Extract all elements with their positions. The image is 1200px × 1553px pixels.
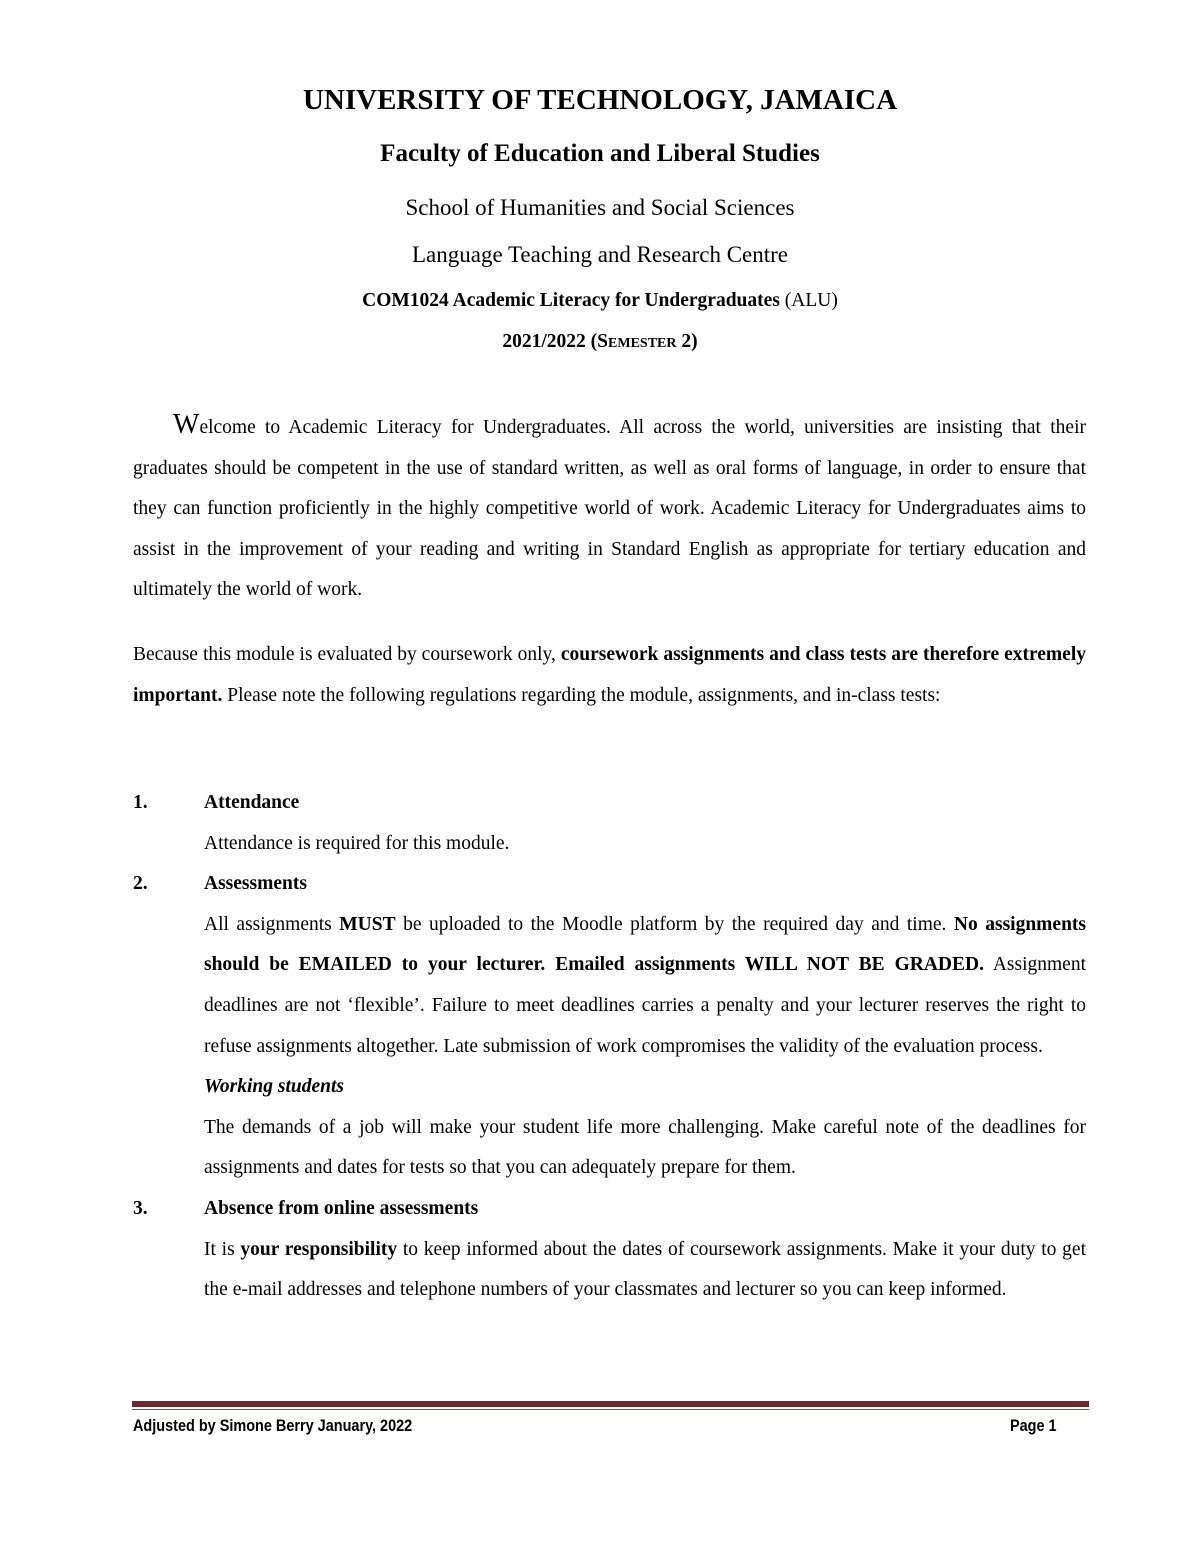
centre-title: Language Teaching and Research Centre: [411, 242, 789, 267]
intro-text: elcome to Academic Literacy for Undergraduates. All across the world, universities are insisting that their graduates should be competent in the use of standard written, as well as oral forms of language, in order to ensure that they can function proficiently in the highly competitive world of work. Academic Literacy for Undergraduates aims to assist in the improvement of your reading and writing in Standard English as appropriate for tertiary education and ultimately the world of work.: [133, 417, 1086, 601]
intro-paragraph: [133, 405, 1086, 611]
list-item-attendance: [133, 783, 1086, 864]
regulations-list: [133, 783, 1086, 1311]
year-close: ): [691, 331, 698, 352]
academic-year: [0, 331, 1200, 353]
item-number: 2.: [133, 873, 148, 895]
item-number: 3.: [133, 1197, 148, 1219]
text: to keep informed about the dates of coursework assignments. Make it your duty to get the e-mail addresses and telephone numbers of your classmates and lecturer so you can keep informed.: [204, 1238, 1086, 1301]
item-number: 1.: [133, 792, 148, 813]
bold-text: No assignments should be EMAILED to your lecturer. Emailed assignments WILL NOT BE GRADED.: [204, 913, 1087, 976]
footer-rule: [132, 1401, 1089, 1407]
bold-text: MUST: [339, 913, 396, 935]
year: 2021/2022 (: [502, 331, 598, 352]
item-text: [204, 1230, 1086, 1311]
item-heading: Assessments: [204, 873, 307, 895]
course-code: COM1024 Academic Literacy for Undergraduates: [362, 290, 780, 311]
semester: Semester 2: [597, 331, 692, 352]
list-item-assessments: [133, 864, 1086, 1189]
para-text-end: Please note the following regulations regarding the module, assignments, and in-class tests:: [222, 684, 941, 706]
sub-text: The demands of a job will make your student life more challenging. Make careful note of the deadlines for assignments and dates for tests so that you can adequately prepare for them.: [204, 1116, 1086, 1179]
bold-text: your responsibility: [240, 1238, 398, 1260]
course-abbr: (ALU): [779, 290, 838, 311]
footer-rule-thin: [132, 1409, 1089, 1410]
list-item-absence: [133, 1189, 1086, 1311]
para-text: Because this module is evaluated by coursework only,: [133, 644, 561, 665]
item-text: Attendance is required for this module.: [204, 832, 510, 854]
course-title: [0, 290, 1200, 312]
footer-author: Adjusted by Simone Berry January, 2022: [133, 1416, 413, 1435]
regulations-paragraph: [133, 635, 1086, 716]
university-title: UNIVERSITY OF TECHNOLOGY, JAMAICA: [302, 84, 898, 116]
item-heading: Absence from online assessments: [204, 1197, 479, 1219]
school-title: School of Humanities and Social Sciences: [405, 195, 795, 220]
dropcap: W: [173, 409, 200, 440]
item-heading: Attendance: [204, 792, 300, 813]
text: Assignment deadlines are not ‘flexible’. Failure to meet deadlines carries a penalty and your lecturer reserves the right to refuse assignments altogether. Late submission of work compromises the validity of the evaluation process.: [204, 954, 1086, 1057]
para-bold: coursework assignments and class tests are therefore extremely important.: [133, 644, 1086, 706]
subheading: Working students: [204, 1076, 344, 1098]
page-number: Page 1: [1010, 1416, 1057, 1435]
text: It is: [204, 1238, 241, 1260]
item-text: [204, 905, 1086, 1067]
text: All assignments: [204, 913, 340, 935]
text: be uploaded to the Moodle platform by the required day and time.: [395, 913, 954, 935]
faculty-title: Faculty of Education and Liberal Studies: [380, 140, 820, 167]
